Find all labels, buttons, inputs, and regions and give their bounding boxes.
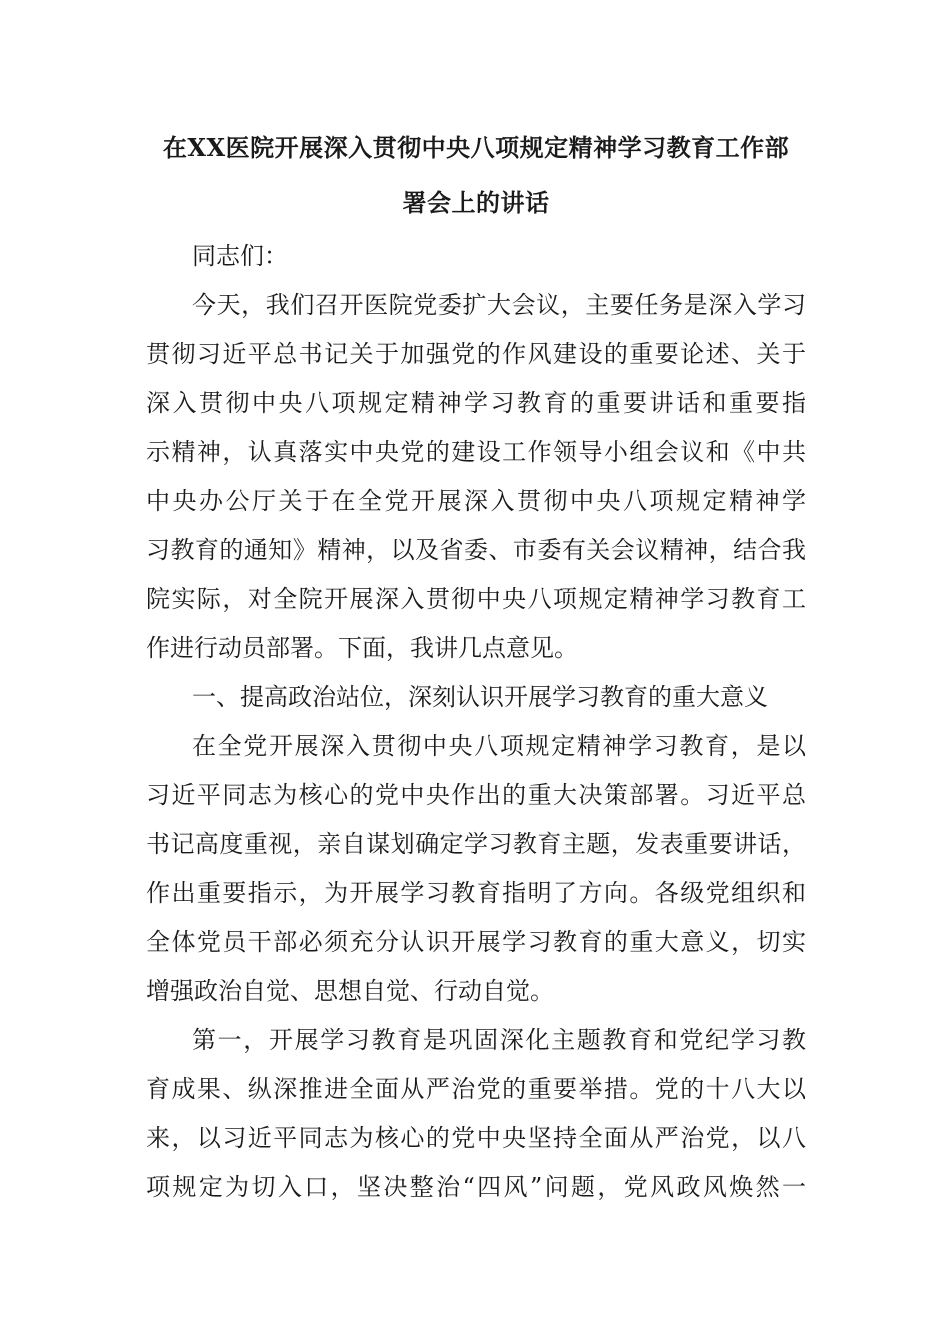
paragraph-line: 作进行动员部署。下面，我讲几点意见。 (146, 634, 578, 662)
paragraph-line: 增强政治自觉、思想自觉、行动自觉。 (146, 977, 554, 1005)
paragraph-line: 项规定为切入口，坚决整治“四风”问题，党风政风焕然一 (146, 1173, 806, 1201)
paragraph-line: 贯彻习近平总书记关于加强党的作风建设的重要论述、关于 (146, 340, 806, 368)
paragraph-line: 习近平同志为核心的党中央作出的重大决策部署。习近平总 (146, 781, 806, 809)
title-line-2: 署会上的讲话 (402, 188, 550, 217)
section-heading-text: 一、提高政治站位，深刻认识开展学习教育的重大意义 (192, 683, 768, 711)
paragraph-line: 第一，开展学习教育是巩固深化主题教育和党纪学习教 (192, 1026, 806, 1054)
paragraph-line: 来，以习近平同志为核心的党中央坚持全面从严治党，以八 (146, 1124, 806, 1152)
paragraph-line: 习教育的通知》精神，以及省委、市委有关会议精神，结合我 (146, 536, 806, 564)
paragraph-line: 深入贯彻中央八项规定精神学习教育的重要讲话和重要指 (146, 389, 806, 417)
paragraph-first-point (146, 1016, 806, 1212)
paragraph-line: 育成果、纵深推进全面从严治党的重要举措。党的十八大以 (146, 1075, 806, 1103)
salutation (146, 232, 806, 281)
title-line-1: 在XX医院开展深入贯彻中央八项规定精神学习教育工作部 (162, 133, 790, 162)
paragraph-line: 在全党开展深入贯彻中央八项规定精神学习教育，是以 (192, 732, 806, 760)
paragraph-line: 示精神，认真落实中央党的建设工作领导小组会议和《中共 (146, 438, 806, 466)
section-heading-1 (146, 673, 806, 722)
paragraph-line: 书记高度重视，亲自谋划确定学习教育主题，发表重要讲话， (146, 830, 806, 858)
paragraph-line: 全体党员干部必须充分认识开展学习教育的重大意义，切实 (146, 928, 806, 956)
document-page (146, 120, 806, 1212)
paragraph-line: 作出重要指示，为开展学习教育指明了方向。各级党组织和 (146, 879, 806, 907)
paragraph-significance (146, 722, 806, 1016)
salutation-text: 同志们： (192, 242, 288, 270)
paragraph-line: 今天，我们召开医院党委扩大会议，主要任务是深入学习 (192, 291, 806, 319)
document-title (146, 120, 806, 230)
paragraph-line: 中央办公厅关于在全党开展深入贯彻中央八项规定精神学 (146, 487, 806, 515)
paragraph-opening (146, 281, 806, 673)
paragraph-line: 院实际，对全院开展深入贯彻中央八项规定精神学习教育工 (146, 585, 806, 613)
